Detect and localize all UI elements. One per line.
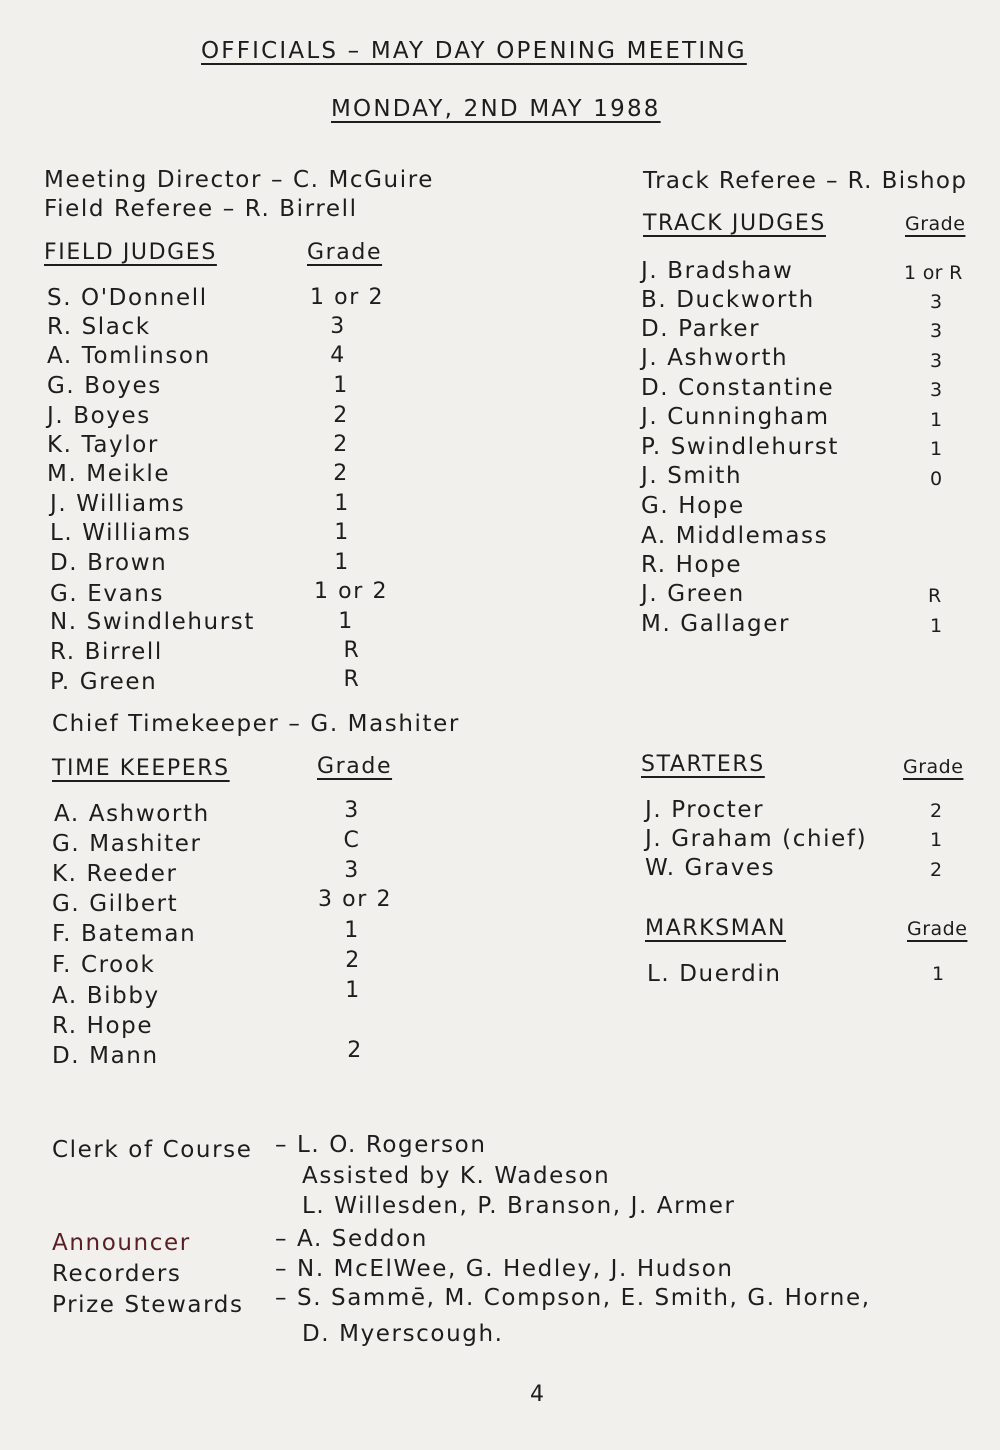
grade-value: 1 xyxy=(930,615,944,637)
meeting-date: MONDAY, 2ND MAY 1988 xyxy=(331,96,661,122)
grade-value: 1 xyxy=(334,491,350,516)
list-item: J. Smith xyxy=(641,463,743,489)
list-item: D. Parker xyxy=(641,316,761,342)
grade-value: C xyxy=(343,828,361,853)
field-judges-heading: FIELD JUDGES xyxy=(44,240,217,265)
grade-value: 1 xyxy=(930,438,944,460)
grade-value: 1 or R xyxy=(904,262,963,284)
list-item: F. Crook xyxy=(52,952,156,978)
list-item: B. Duckworth xyxy=(641,287,815,313)
list-item: G. Gilbert xyxy=(52,891,179,917)
grade-value: 2 xyxy=(930,800,944,822)
grade-value: 2 xyxy=(930,859,944,881)
list-item: L. Duerdin xyxy=(647,961,782,987)
grade-value: 4 xyxy=(330,343,346,368)
list-item: L. Williams xyxy=(50,520,192,546)
grade-value: 1 or 2 xyxy=(309,285,385,310)
list-item: P. Swindlehurst xyxy=(641,434,840,460)
list-item: J. Graham (chief) xyxy=(645,826,868,852)
grade-value: 2 xyxy=(333,403,349,428)
grade-value: R xyxy=(928,585,943,607)
list-item: J. Green xyxy=(641,581,745,607)
page-title: OFFICIALS – MAY DAY OPENING MEETING xyxy=(201,38,747,64)
list-item: D. Constantine xyxy=(641,375,835,401)
grade-value: R xyxy=(343,638,361,663)
list-item: A. Ashworth xyxy=(54,801,210,827)
list-item: G. Evans xyxy=(50,581,165,607)
grade-value: 3 xyxy=(930,291,944,313)
list-item: K. Taylor xyxy=(47,432,159,458)
grade-value: R xyxy=(343,667,361,692)
list-item: R. Hope xyxy=(52,1013,154,1039)
field-judges-grade-heading: Grade xyxy=(307,240,383,265)
list-item: J. Boyes xyxy=(47,403,151,429)
meeting-director: Meeting Director – C. McGuire xyxy=(44,167,435,193)
list-item: M. Gallager xyxy=(641,611,791,637)
clerk-assistants: L. Willesden, P. Branson, J. Armer xyxy=(302,1193,736,1219)
grade-value: 2 xyxy=(333,461,349,486)
grade-value: 2 xyxy=(345,948,361,973)
list-item: G. Mashiter xyxy=(52,831,202,857)
grade-value: 3 or 2 xyxy=(317,887,393,912)
list-item: W. Graves xyxy=(645,855,776,881)
list-item: N. Swindlehurst xyxy=(50,609,255,635)
grade-value: 3 xyxy=(330,314,346,339)
starters-grade-heading: Grade xyxy=(903,756,964,778)
grade-value: 3 xyxy=(344,858,360,883)
list-item: J. Bradshaw xyxy=(641,258,794,284)
list-item: A. Bibby xyxy=(52,983,160,1009)
list-item: J. Williams xyxy=(50,491,186,517)
list-item: R. Birrell xyxy=(50,639,163,665)
stewards-value-cont: D. Myerscough. xyxy=(302,1321,504,1347)
list-item: K. Reeder xyxy=(52,861,178,887)
grade-value: 3 xyxy=(930,350,944,372)
list-item: P. Green xyxy=(50,669,158,695)
chief-timekeeper: Chief Timekeeper – G. Mashiter xyxy=(52,711,460,737)
marksman-heading: MARKSMAN xyxy=(645,916,786,941)
grade-value: 2 xyxy=(333,432,349,457)
list-item: D. Brown xyxy=(50,550,168,576)
list-item: S. O'Donnell xyxy=(47,285,208,311)
time-keepers-grade-heading: Grade xyxy=(317,754,393,779)
list-item: J. Procter xyxy=(645,797,765,823)
track-judges-heading: TRACK JUDGES xyxy=(643,211,826,236)
grade-value: 3 xyxy=(344,798,360,823)
grade-value: 3 xyxy=(930,320,944,342)
grade-value: 0 xyxy=(930,468,944,490)
grade-value: 1 or 2 xyxy=(313,579,389,604)
announcer-value: – A. Seddon xyxy=(275,1226,428,1252)
clerk-assisted: Assisted by K. Wadeson xyxy=(302,1163,611,1189)
grade-value: 1 xyxy=(345,978,361,1003)
list-item: G. Hope xyxy=(641,493,745,519)
grade-value: 1 xyxy=(338,609,354,634)
list-item: D. Mann xyxy=(52,1043,159,1069)
stewards-label: Prize Stewards xyxy=(52,1292,244,1318)
grade-value: 1 xyxy=(334,520,350,545)
recorders-label: Recorders xyxy=(52,1261,182,1287)
list-item: F. Bateman xyxy=(52,921,197,947)
announcer-label: Announcer xyxy=(52,1230,191,1256)
track-referee: Track Referee – R. Bishop xyxy=(643,168,968,194)
list-item: G. Boyes xyxy=(47,373,162,399)
page-number: 4 xyxy=(530,1382,546,1407)
grade-value: 1 xyxy=(930,409,944,431)
grade-value: 3 xyxy=(930,379,944,401)
grade-value: 1 xyxy=(932,963,946,985)
list-item: A. Middlemass xyxy=(641,523,829,549)
grade-value: 1 xyxy=(930,829,944,851)
list-item: R. Slack xyxy=(47,314,151,340)
clerk-value: – L. O. Rogerson xyxy=(275,1132,487,1158)
recorders-value: – N. McElWee, G. Hedley, J. Hudson xyxy=(275,1256,734,1282)
list-item: A. Tomlinson xyxy=(47,343,211,369)
time-keepers-heading: TIME KEEPERS xyxy=(52,756,230,781)
grade-value: 2 xyxy=(347,1038,363,1063)
list-item: J. Cunningham xyxy=(641,404,830,430)
track-judges-grade-heading: Grade xyxy=(905,213,966,235)
grade-value: 1 xyxy=(344,918,360,943)
clerk-label: Clerk of Course xyxy=(52,1137,253,1163)
grade-value: 1 xyxy=(334,550,350,575)
marksman-grade-heading: Grade xyxy=(907,918,968,940)
starters-heading: STARTERS xyxy=(641,752,765,777)
list-item: M. Meikle xyxy=(47,461,171,487)
list-item: R. Hope xyxy=(641,552,743,578)
stewards-value: – S. Sammē, M. Compson, E. Smith, G. Horne, xyxy=(275,1285,871,1311)
list-item: J. Ashworth xyxy=(641,345,789,371)
grade-value: 1 xyxy=(333,373,349,398)
field-referee: Field Referee – R. Birrell xyxy=(44,196,358,222)
